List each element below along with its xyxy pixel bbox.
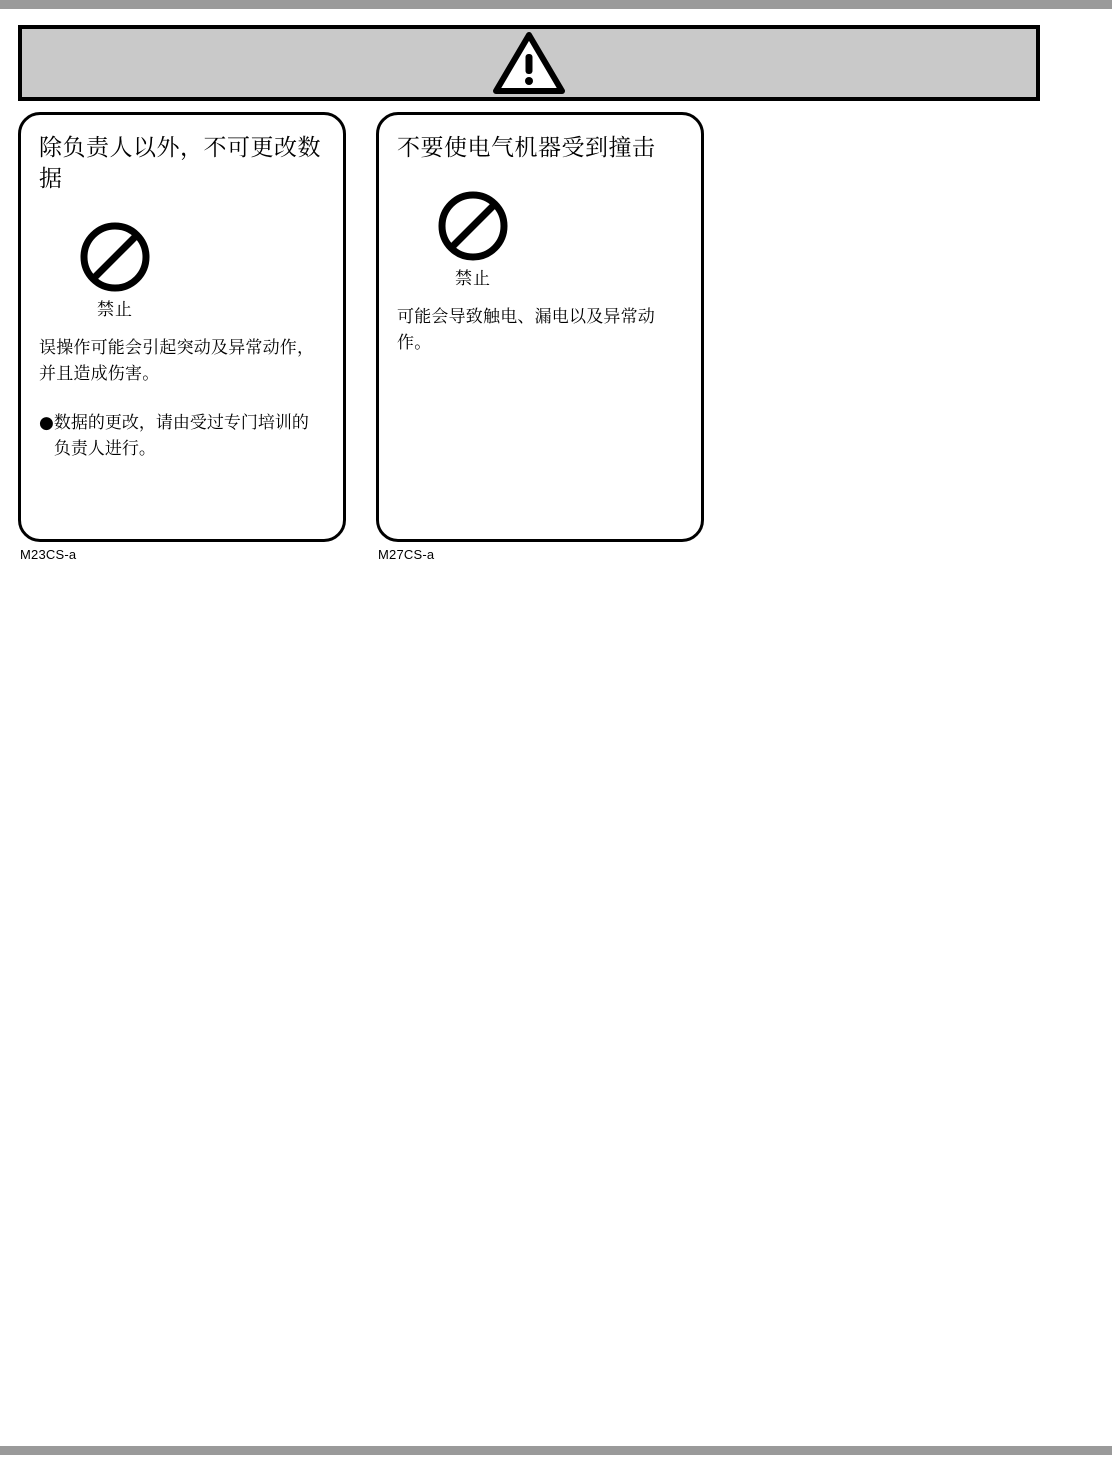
warning-card-2 [376, 112, 704, 562]
prohibition-symbol-group [425, 190, 521, 289]
prohibition-icon [79, 221, 151, 293]
card-title: 除负责人以外，不可更改数据 [39, 135, 321, 193]
prohibition-label: 禁止 [97, 300, 133, 321]
warning-cards [18, 112, 704, 562]
prohibition-icon [437, 190, 509, 262]
card-description: 可能会导致触电、漏电以及异常动作。 [397, 307, 655, 353]
warning-card-1 [18, 112, 346, 562]
bullet-text: 数据的更改，请由受过专门培训的负责人进行。 [53, 413, 309, 459]
card-bullet-item [39, 411, 325, 462]
prohibition-label: 禁止 [455, 269, 491, 290]
card-code: M23CS-a [20, 547, 77, 562]
card-description: 误操作可能会引起突动及异常动作，并且造成伤害。 [39, 338, 315, 384]
card-title: 不要使电气机器受到撞击 [397, 135, 656, 161]
card-body-1 [18, 112, 346, 542]
card-body-2 [376, 112, 704, 542]
prohibition-symbol-group [67, 221, 163, 320]
card-code: M27CS-a [378, 547, 435, 562]
warning-triangle-icon [493, 32, 565, 94]
page-rule-top [0, 0, 1112, 9]
page-rule-bottom [0, 1446, 1112, 1455]
bullet-marker-icon: ● [39, 413, 54, 434]
warning-banner [18, 25, 1040, 101]
